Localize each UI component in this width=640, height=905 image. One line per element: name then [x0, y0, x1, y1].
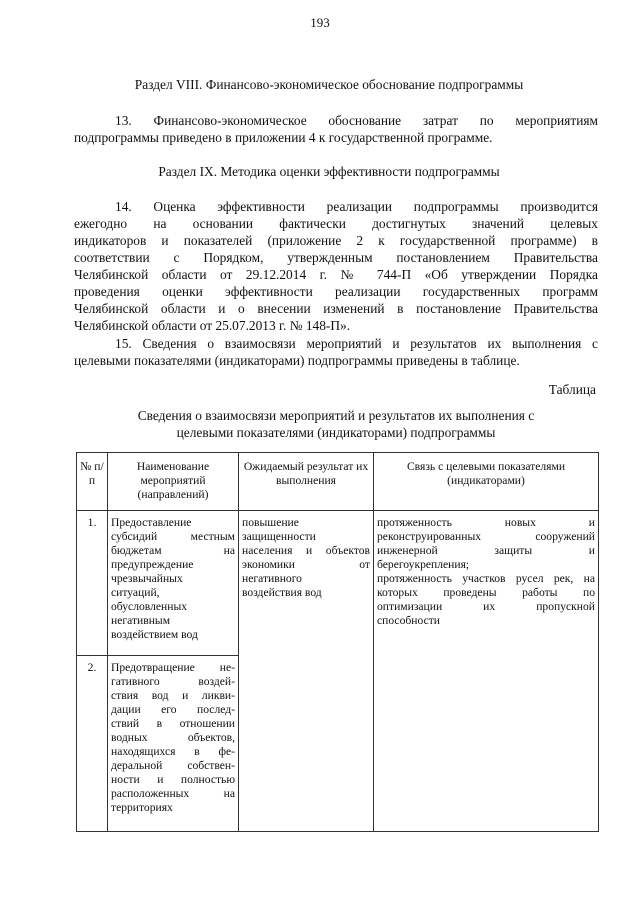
shared-expected-result: [239, 511, 374, 832]
measure-line: воздействием вод: [111, 628, 198, 641]
link-line: способности: [377, 614, 440, 627]
measure-line: ствия вод и ликви-: [111, 689, 235, 702]
table-caption-line: целевыми показателями (индикаторами) подпрограммы: [176, 425, 496, 440]
measure-line: субсидий местным: [111, 530, 235, 543]
header-link: Связь с целевыми показателями (индикаторами): [374, 453, 599, 511]
page-number: 193: [310, 15, 330, 30]
measure-line: водных объектов,: [111, 731, 235, 744]
paragraph-15: [74, 335, 598, 369]
measure-line: деральной собствен-: [111, 759, 235, 772]
section-8-title: Раздел VIII. Финансово-экономическое обоснование подпрограммы: [134, 77, 524, 92]
paragraph-15-line: 15. Сведения о взаимосвязи мероприятий и результатов их выполнения с: [115, 336, 598, 351]
paragraph-14-line: Челябинской области и о внесении изменений в постановление Правительства: [74, 301, 598, 316]
row-num: 2.: [77, 656, 108, 832]
measure-line: Предоставление: [111, 516, 192, 529]
table-row: [77, 511, 599, 656]
paragraph-14-line: Челябинской области от 29.12.2014 г. № 744-П «Об утверждении Порядка: [74, 267, 598, 282]
paragraph-14-line: ежегодно на основании фактически достигнутых значений целевых: [74, 216, 598, 231]
shared-indicator-link: [374, 511, 599, 832]
paragraph-14-line: проведения оценки эффективности реализации государственных программ: [74, 284, 598, 299]
measures-table: [76, 452, 599, 832]
measure-line: территориях: [111, 801, 173, 814]
paragraph-13-line: 13. Финансово-экономическое обоснование затрат по мероприятиям: [115, 113, 598, 128]
link-line: протяженность участков русел рек, на: [377, 572, 595, 585]
paragraph-14-line: индикаторов и показателей (приложение 2 к государственной программе) в: [74, 233, 598, 248]
result-line: воздействия вод: [242, 586, 322, 599]
paragraph-14-line: соответствии с Порядком, утвержденным постановлением Правительства: [74, 250, 598, 265]
link-line: протяженность новых и: [377, 516, 595, 529]
result-line: негативного: [242, 572, 302, 585]
measure-line: находящихся в фе-: [111, 745, 235, 758]
measure-line: ности и полностью: [111, 773, 235, 786]
paragraph-15-line: целевыми показателями (индикаторами) подпрограммы приведены в таблице.: [74, 353, 520, 368]
paragraph-14: [74, 198, 598, 334]
link-line: инженерной защиты и: [377, 544, 595, 557]
paragraph-13: [74, 112, 598, 146]
row-num: 1.: [77, 511, 108, 656]
link-line: оптимизации их пропускной: [377, 600, 595, 613]
measure-line: предупреждение: [111, 558, 194, 571]
row-measure-name: [108, 656, 239, 832]
header-result: Ожидаемый результат их выполнения: [239, 453, 374, 511]
table-caption: [74, 407, 598, 441]
measure-line: негативным: [111, 614, 171, 627]
measure-line: ствий в отношении: [111, 717, 235, 730]
measure-line: ситуаций,: [111, 586, 160, 599]
measure-line: чрезвычайных: [111, 572, 183, 585]
measure-line: гативного воздей-: [111, 675, 235, 688]
result-line: экономики от: [242, 558, 370, 571]
result-line: защищенности: [242, 530, 316, 543]
link-line: которых проведены работы по: [377, 586, 595, 599]
row-measure-name: [108, 511, 239, 656]
result-line: повышение: [242, 516, 299, 529]
measure-line: Предотвращение не-: [111, 661, 235, 674]
paragraph-14-line: Челябинской области от 25.07.2013 г. № 148-П».: [74, 318, 351, 333]
header-num: № п/п: [77, 453, 108, 511]
link-line: берегоукрепления;: [377, 558, 470, 571]
section-9-title: Раздел IX. Методика оценки эффективности подпрограммы: [158, 164, 500, 179]
table-caption-line: Сведения о взаимосвязи мероприятий и результатов их выполнения с: [137, 408, 535, 423]
measure-line: обусловленных: [111, 600, 188, 613]
measure-line: дации его послед-: [111, 703, 235, 716]
measure-line: бюджетам на: [111, 544, 235, 557]
result-line: населения и объектов: [242, 544, 370, 557]
paragraph-13-line: подпрограммы приведено в приложении 4 к государственной программе.: [74, 130, 493, 145]
table-label: Таблица: [548, 382, 596, 397]
table-header-row: [77, 453, 599, 511]
header-name: Наименование мероприятий (направлений): [108, 453, 239, 511]
measure-line: расположенных на: [111, 787, 235, 800]
paragraph-14-line: 14. Оценка эффективности реализации подпрограммы производится: [115, 199, 598, 214]
link-line: реконструированных сооружений: [377, 530, 595, 543]
